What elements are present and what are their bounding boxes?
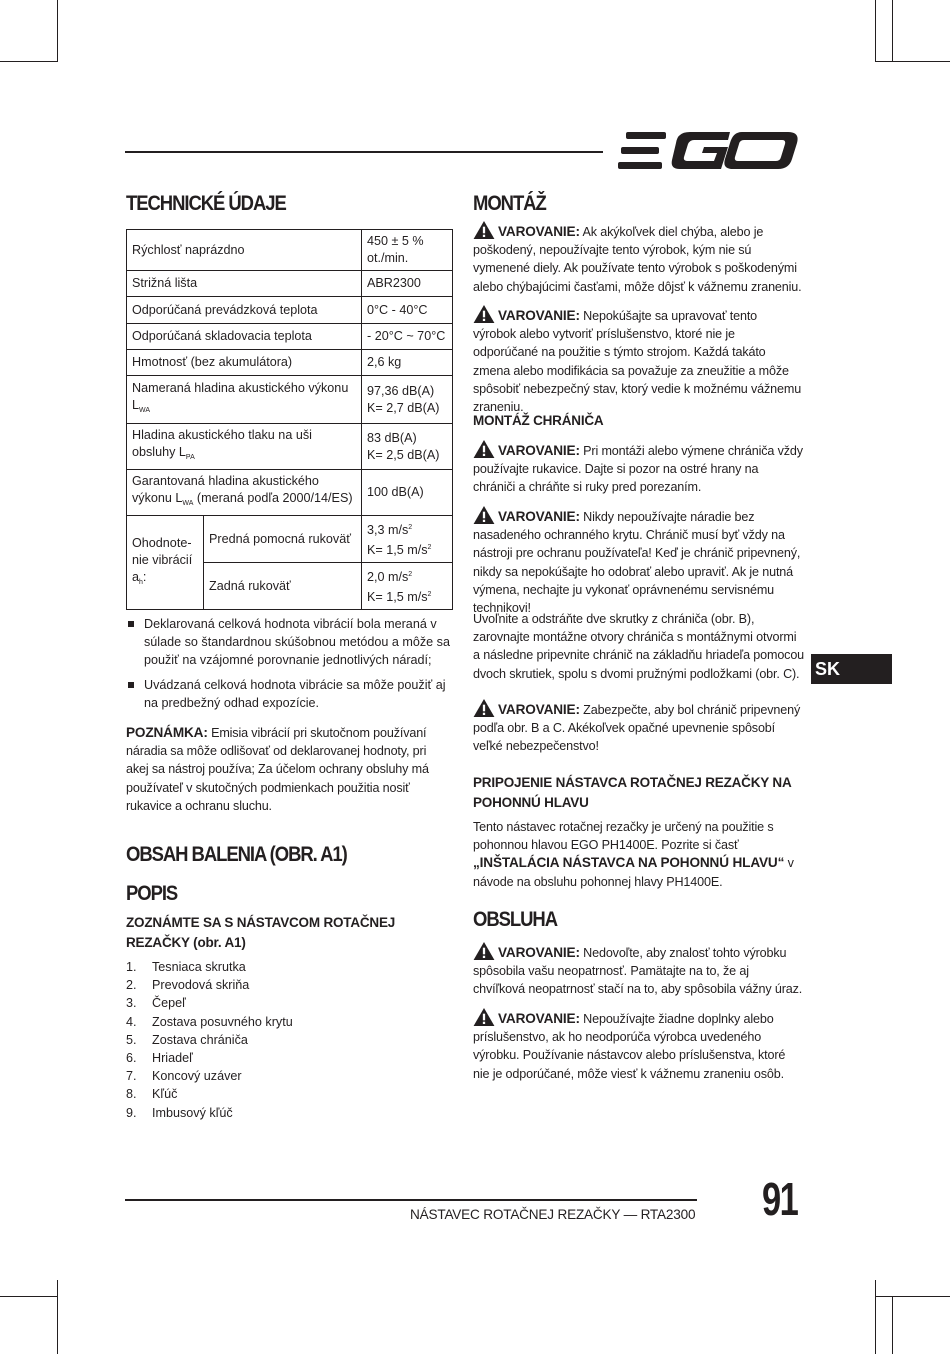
crop-mark xyxy=(875,61,950,62)
spec-label: Rýchlosť naprázdno xyxy=(127,230,362,271)
table-row xyxy=(127,376,453,424)
spec-label: Hmotnosť (bez akumulátora) xyxy=(127,350,362,376)
vibration-label: Ohodnote- nie vibrácií $a_h$: xyxy=(127,516,204,610)
list-item: 1. Tesniaca skrutka xyxy=(126,960,246,974)
crop-mark xyxy=(57,1280,58,1354)
language-tab: SK xyxy=(811,654,892,684)
description-title: POPIS xyxy=(126,882,178,905)
list-item: Uvádzaná celková hodnota vibrácie sa môže použiť aj na predbežný odhad expozície. xyxy=(126,676,452,712)
crop-mark xyxy=(875,1296,950,1297)
warning-paragraph: VAROVANIE: Zabezpečte, aby bol chránič pripevnený podľa obr. B a C. Akékoľvek opačné upevnenie spôsobí veľké nebezpečenstvo! xyxy=(473,699,803,756)
header-rule xyxy=(125,151,603,153)
crop-mark xyxy=(0,61,58,62)
footer-title: NÁSTAVEC ROTAČNEJ REZAČKY — RTA2300 xyxy=(410,1207,696,1222)
warning-icon xyxy=(473,1008,495,1026)
list-item: 8. Kľúč xyxy=(126,1087,178,1102)
list-item: 9. Imbusový kľúč xyxy=(126,1105,233,1120)
technical-data-title: TECHNICKÉ ÚDAJE xyxy=(126,192,286,215)
spec-label: Garantovaná hladina akustického výkonu $L_{WA}$ (meraná podľa 2000/14/ES) xyxy=(127,470,362,516)
spec-value: 100 dB(A) xyxy=(362,470,453,516)
crop-mark xyxy=(892,1296,893,1354)
guard-assembly-title: MONTÁŽ CHRÁNIČA xyxy=(473,413,604,428)
warning-icon xyxy=(473,506,495,524)
footer-rule xyxy=(125,1199,697,1201)
attach-title: PRIPOJENIE NÁSTAVCA ROTAČNEJ REZAČKY NA POHONNÚ HLAVU xyxy=(473,775,791,810)
page-number: 91 xyxy=(762,1173,798,1225)
warning-icon xyxy=(473,305,495,323)
crop-mark xyxy=(0,1296,58,1297)
package-contents-title: OBSAH BALENIA (OBR. A1) xyxy=(126,843,347,866)
spec-value: - 20°C ~ 70°C xyxy=(362,324,453,350)
operation-title: OBSLUHA xyxy=(473,908,557,931)
list-item: 4. Zostava posuvného krytu xyxy=(126,1014,293,1029)
spec-label: Odporúčaná prevádzková teplota xyxy=(127,297,362,324)
warning-icon xyxy=(473,440,495,458)
crop-mark xyxy=(57,0,58,62)
table-row xyxy=(127,230,453,271)
table-row xyxy=(127,424,453,470)
list-item: 2. Prevodová skriňa xyxy=(126,978,250,993)
spec-value: 0°C - 40°C xyxy=(362,297,453,324)
spec-value: 2,0 $m/s^2$ K= 1,5 $m/s^2$ xyxy=(362,563,453,610)
list-item: Deklarovaná celková hodnota vibrácií bola meraná v súlade so štandardnou skúšobnou metódou a môže sa použiť na vzájomné porovnanie jednotlivých náradí; xyxy=(126,615,452,670)
assembly-title: MONTÁŽ xyxy=(473,192,546,215)
spec-value: 83 dB(A) K= 2,5 dB(A) xyxy=(362,424,453,470)
list-item: 6. Hriadeľ xyxy=(126,1051,193,1066)
warning-paragraph: VAROVANIE: Nepoužívajte žiadne doplnky alebo príslušenstvo, ak ho neodporúča výrobca uvedeného výrobku. Používanie nástavcov alebo príslušenstva, ktoré nie je odporúčané, môže viesť k vážnemu zraneniu osôb. xyxy=(473,1008,803,1083)
table-row xyxy=(127,516,453,563)
list-item: 3. Čepeľ xyxy=(126,996,186,1011)
list-item: 7. Koncový uzáver xyxy=(126,1069,242,1084)
warning-icon xyxy=(473,942,495,960)
warning-paragraph: VAROVANIE: Nedovoľte, aby znalosť tohto výrobku spôsobila vašu neopatrnosť. Pamätajte na to, že aj chvíľková neopatrnosť stačí na to, aby spôsobila vážny úraz. xyxy=(473,942,803,999)
warning-paragraph: VAROVANIE: Ak akýkoľvek diel chýba, alebo je poškodený, nepoužívajte tento výrobok, kým nie sú vymenené diely. Ak používate tento výrobok s poškodenými alebo chýbajúcimi časťami, môže dôjsť k vážnemu zraneniu. xyxy=(473,221,803,296)
spec-label: Zadná rukoväť xyxy=(204,563,362,610)
spec-label: Nameraná hladina akustického výkonu $L_{WA}$ xyxy=(127,376,362,424)
table-row xyxy=(127,297,453,324)
parts-list xyxy=(126,958,293,1122)
spec-label: Strižná lišta xyxy=(127,271,362,297)
guard-instructions: Uvoľnite a odstráňte dve skrutky z chrániča (obr. B), zarovnajte montážne otvory chrániča s montážnymi otvormi a následne pripevnite chránič na základňu hriadeľa pomocou dvoch skrutiek, spolu s dvomi pružnými podložkami (obr. C). xyxy=(473,612,805,681)
spec-value: 3,3 $m/s^2$ K= 1,5 $m/s^2$ xyxy=(362,516,453,563)
list-item: 5. Zostava chrániča xyxy=(126,1032,248,1047)
spec-value: 450 ± 5 % ot./min. xyxy=(362,230,453,271)
attach-paragraph: Tento nástavec rotačnej rezačky je určený na použitie s pohonnou hlavou EGO PH1400E. Pozrite si časť „INŠTALÁCIA NÁSTAVCA NA POHONNÚ HLAVU“ v návode na obsluhu pohonnej hlavy PH1400E. xyxy=(473,820,794,889)
table-row xyxy=(127,324,453,350)
brand-logo xyxy=(618,129,800,173)
table-row xyxy=(127,470,453,516)
crop-mark xyxy=(892,0,893,62)
crop-mark xyxy=(875,1280,876,1354)
table-row xyxy=(127,271,453,297)
spec-value: ABR2300 xyxy=(362,271,453,297)
note-paragraph: POZNÁMKA: Emisia vibrácií pri skutočnom používaní náradia sa môže odlišovať od deklarovanej hodnoty, pri akej sa nástroj používa; Za účelom ochrany obsluhy má používateľ v skutočných podmienkach použitia nosiť rukavice a ochranu sluchu. xyxy=(126,725,429,813)
table-row xyxy=(127,350,453,376)
description-subtitle: ZOZNÁMTE SA S NÁSTAVCOM ROTAČNEJ REZAČKY (obr. A1) xyxy=(126,915,396,950)
vibration-notes-list xyxy=(126,615,452,718)
spec-label: Hladina akustického tlaku na uši obsluhy $L_{PA}$ xyxy=(127,424,362,470)
warning-paragraph: VAROVANIE: Nepokúšajte sa upravovať tento výrobok alebo vytvoriť príslušenstvo, ktoré nie je odporúčané na použitie s týmto strojom. Každá takáto zmena alebo modifikácia sa považuje za zneužitie a môže spôsobiť nebezpečný stav, ktorý vedie k možnému vážnemu zraneniu. xyxy=(473,305,803,416)
warning-icon xyxy=(473,221,495,239)
warning-icon xyxy=(473,699,495,717)
spec-value: 97,36 dB(A) K= 2,7 dB(A) xyxy=(362,376,453,424)
spec-label: Odporúčaná skladovacia teplota xyxy=(127,324,362,350)
spec-value: 2,6 kg xyxy=(362,350,453,376)
specs-table xyxy=(126,229,453,610)
warning-paragraph: VAROVANIE: Nikdy nepoužívajte náradie bez nasadeného ochranného krytu. Chránič musí byť vždy na nástroji pre ochranu používateľa! Keď je chránič pripevnený, nikdy sa nepokúšajte ho odobrať alebo upraviť. Ak je nutná výmena, nechajte ju vykonať oprávnenému servisnému technikovi! xyxy=(473,506,803,617)
spec-label: Predná pomocná rukoväť xyxy=(204,516,362,563)
crop-mark xyxy=(875,0,876,62)
warning-paragraph: VAROVANIE: Pri montáži alebo výmene chrániča vždy používajte rukavice. Dajte si pozor na ostré hrany na chrániči a chráňte si ruky pred porezaním. xyxy=(473,440,803,497)
